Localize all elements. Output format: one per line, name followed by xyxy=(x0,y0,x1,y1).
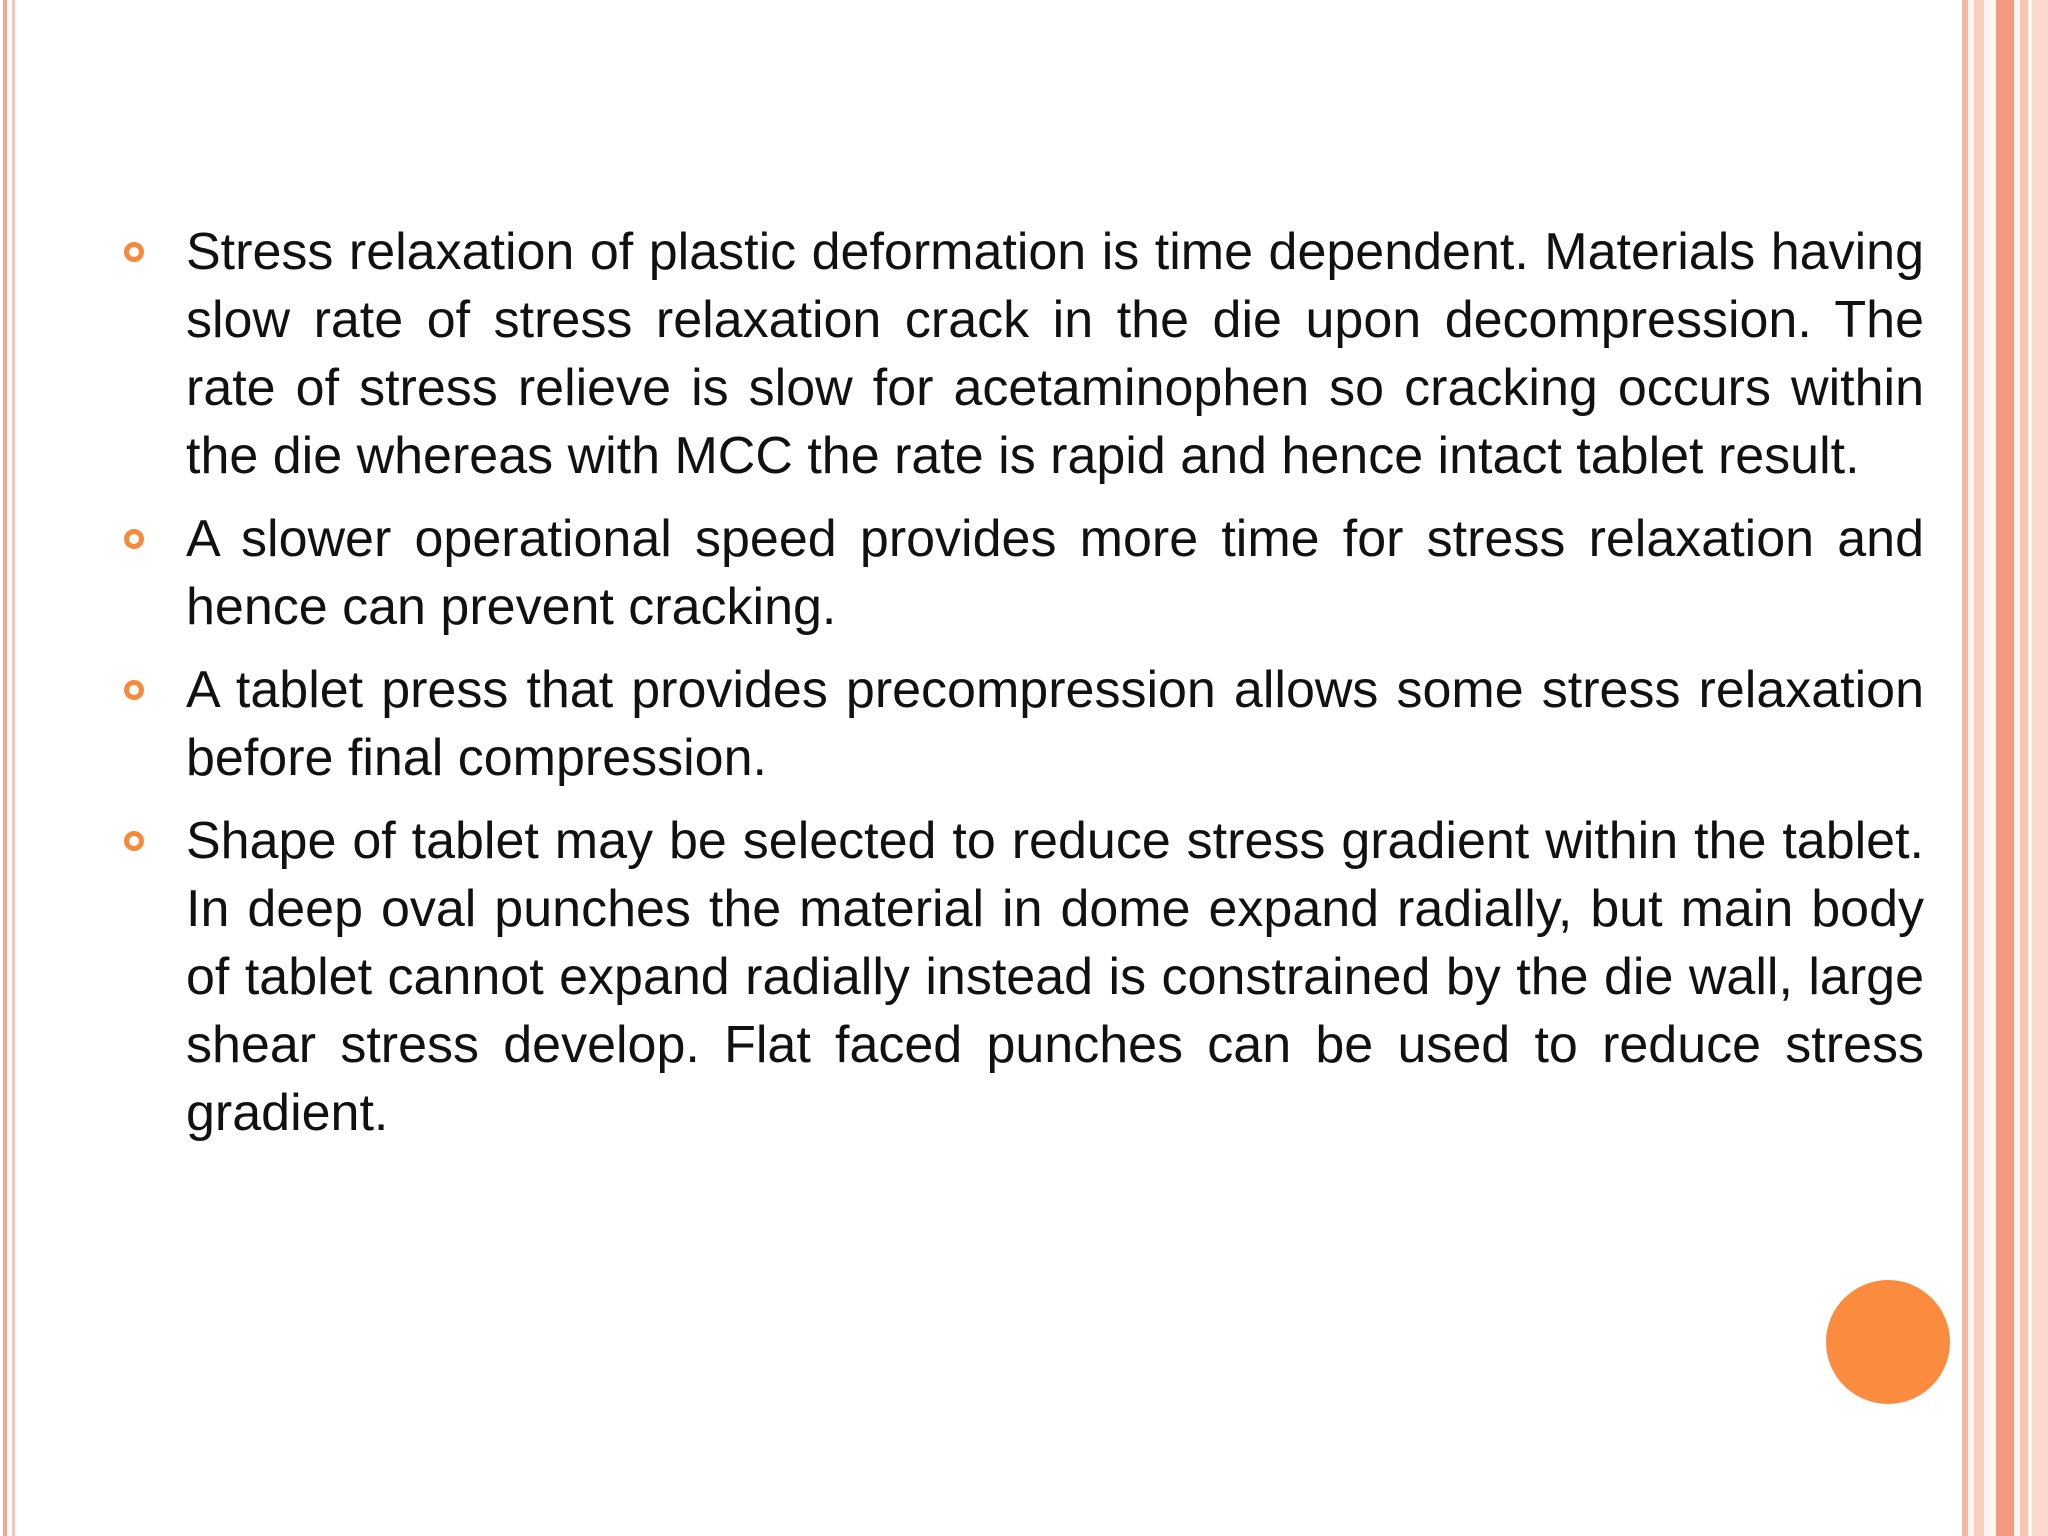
bullet-text-4: Shape of tablet may be selected to reduce stress gradient within the tablet. In deep oval punches the material in dome expand radially, but main body of tablet cannot expand radially instead is constrained by the die wall, large shear stress develop. Flat faced punches can be used to reduce stress gradient. xyxy=(186,812,1924,1142)
right-border-line-4 xyxy=(2020,0,2028,1536)
slide-body xyxy=(124,218,1924,1162)
right-border-line-5 xyxy=(2032,0,2048,1536)
bullet-item-3 xyxy=(124,656,1924,792)
left-decorative-border xyxy=(0,0,22,1536)
decorative-accent-circle xyxy=(1826,1280,1950,1404)
bullet-circle-icon xyxy=(124,831,144,851)
left-border-line-inner xyxy=(12,0,15,1536)
bullet-text-1: Stress relaxation of plastic deformation is time dependent. Materials having slow rate of stress relaxation crack in the die upon decompression. The rate of stress relieve is slow for acetaminophen so cracking occurs within the die whereas with MCC the rate is rapid and hence intact tablet result. xyxy=(186,223,1924,485)
left-border-line-outer xyxy=(3,0,7,1536)
right-border-line-3 xyxy=(1996,0,2014,1536)
bullet-circle-icon xyxy=(124,242,144,262)
bullet-item-4 xyxy=(124,807,1924,1147)
bullet-circle-icon xyxy=(124,529,144,549)
bullet-item-2 xyxy=(124,505,1924,641)
bullet-text-3: A tablet press that provides precompression allows some stress relaxation before final compression. xyxy=(186,661,1924,787)
right-border-line-2 xyxy=(1974,0,1984,1536)
bullet-text-2: A slower operational speed provides more time for stress relaxation and hence can prevent cracking. xyxy=(186,510,1924,636)
right-decorative-border xyxy=(1962,0,2048,1536)
right-border-line-1 xyxy=(1962,0,1968,1536)
bullet-item-1 xyxy=(124,218,1924,490)
bullet-circle-icon xyxy=(124,680,144,700)
